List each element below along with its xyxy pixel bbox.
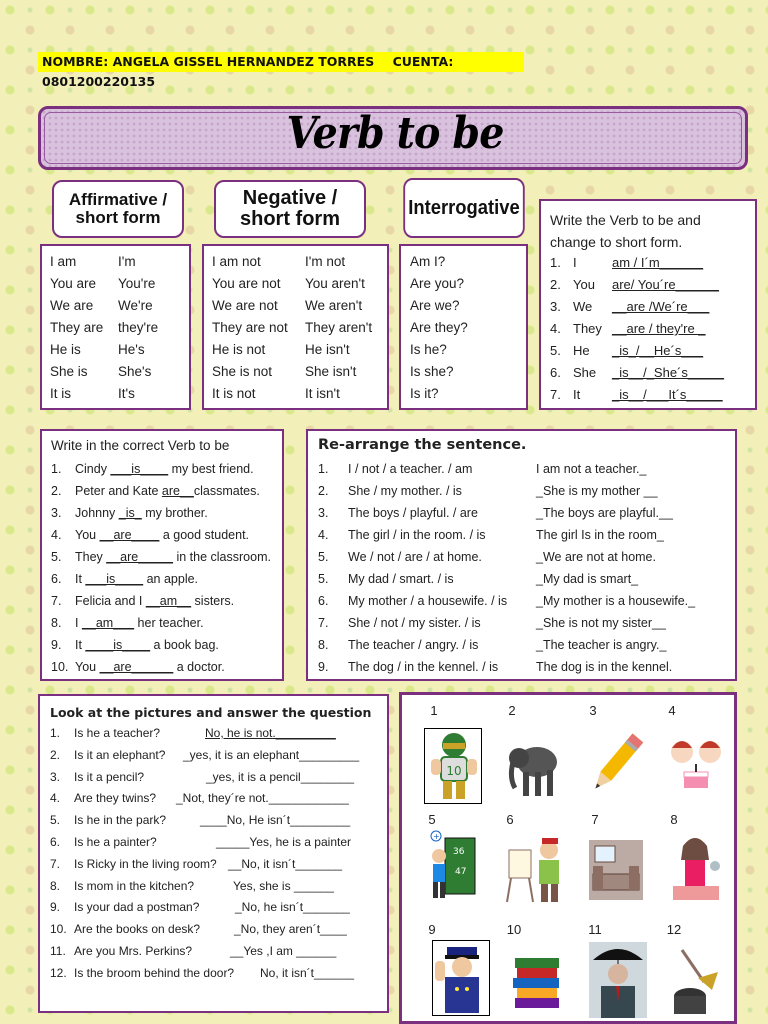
picture-question: Is he in the park? — [74, 813, 167, 828]
rearrange-question: My dad / smart. / is — [348, 572, 454, 586]
correct-verb-exercise — [40, 429, 284, 681]
correct-verb-suffix: a good student. — [159, 528, 250, 542]
correct-verb-number: 8. — [51, 616, 62, 630]
picture-boy-math — [429, 830, 479, 906]
correct-verb-prefix: I — [75, 616, 82, 630]
correct-verb-sentence — [75, 528, 249, 542]
affirmative-long: We are — [50, 298, 94, 313]
short-form-title: Write the Verb to be and change to short form. — [550, 212, 701, 250]
picture-question-number: 7. — [50, 856, 61, 871]
short-form-answer: _is_/__He´s___ — [612, 343, 704, 358]
rearrange-number: 3. — [318, 506, 329, 520]
picture-answer: __Yes ,I am ______ — [230, 944, 337, 958]
correct-verb-sentence — [75, 616, 204, 630]
correct-verb-suffix: my best friend. — [168, 462, 254, 476]
interrogative-item: Is it? — [410, 386, 439, 401]
short-form-exercise — [539, 199, 757, 410]
correct-verb-prefix: It — [75, 638, 86, 652]
student-account: CUENTA: 0801200220135 — [42, 54, 454, 89]
picture-number: 10 — [506, 922, 522, 937]
correct-verb-suffix: an apple. — [143, 572, 199, 586]
correct-verb-number: 2. — [51, 484, 62, 498]
rearrange-exercise — [306, 429, 737, 681]
rearrange-question: She / my mother. / is — [348, 484, 462, 498]
correct-verb-prefix: You — [75, 528, 100, 542]
affirmative-short: I'm — [118, 254, 136, 269]
picture-answer: _____Yes, he is a painter — [216, 835, 351, 849]
affirmative-short: She's — [118, 364, 152, 379]
picture-question: Are they twins? — [74, 791, 157, 806]
rearrange-answer: _The teacher is angry._ — [536, 638, 667, 652]
picture-number: 11 — [588, 922, 602, 937]
correct-verb-number: 1. — [51, 462, 62, 476]
interrogative-item: Is he? — [410, 342, 447, 357]
short-form-subject: You — [573, 277, 595, 292]
affirmative-long: It is — [50, 386, 72, 401]
picture-number: 6 — [506, 812, 514, 827]
svg-text:+: + — [433, 832, 440, 841]
affirmative-long: He is — [50, 342, 81, 357]
correct-verb-sentence — [75, 594, 234, 608]
negative-short: We aren't — [305, 298, 363, 313]
correct-verb-answer: ___is____ — [85, 572, 144, 586]
negative-table — [202, 244, 389, 410]
short-form-number: 6. — [550, 365, 561, 380]
short-form-answer: _is__/___It´s_____ — [612, 387, 723, 402]
correct-verb-prefix: It — [75, 572, 86, 586]
correct-verb-answer: __are_____ — [106, 550, 173, 564]
short-form-answer: are/ You´re______ — [612, 277, 719, 292]
affirmative-long: I am — [50, 254, 77, 269]
picture-question-number: 1. — [50, 726, 61, 740]
correct-verb-sentence — [75, 660, 225, 674]
interrogative-header: Interrogative — [403, 178, 524, 238]
correct-verb-answer: _is_ — [118, 506, 142, 520]
correct-verb-suffix: my brother. — [141, 506, 208, 520]
correct-verb-suffix: classmates. — [193, 484, 260, 498]
correct-verb-answer: ____is____ — [85, 638, 151, 652]
rearrange-question: She / not / my sister. / is — [348, 616, 481, 630]
picture-questions-exercise — [38, 694, 389, 1013]
rearrange-number: 7. — [318, 616, 329, 630]
correct-verb-sentence — [75, 550, 271, 564]
short-form-subject: We — [573, 299, 593, 314]
rearrange-answer: _The boys are playful.__ — [536, 506, 673, 520]
picture-question: Is the broom behind the door? — [74, 965, 235, 980]
picture-question: Is Ricky in the living room? — [74, 856, 217, 871]
picture-man-umbrella — [589, 942, 647, 1018]
affirmative-short: We're — [118, 298, 153, 313]
picture-answer: No, it isn´t______ — [260, 965, 355, 980]
negative-long: I am not — [212, 254, 261, 269]
correct-verb-prefix: Cindy — [75, 462, 111, 476]
rearrange-number: 6. — [318, 594, 329, 608]
rearrange-answer: _My dad is smart_ — [536, 572, 639, 586]
rearrange-question: The boys / playful. / are — [348, 506, 478, 520]
correct-verb-answer: __are____ — [99, 528, 160, 542]
rearrange-question: We / not / are / at home. — [348, 550, 482, 564]
picture-question: Are the books on desk? — [74, 922, 201, 937]
interrogative-table — [399, 244, 528, 410]
rearrange-answer: I am not a teacher._ — [536, 462, 647, 476]
correct-verb-answer: __are______ — [99, 660, 174, 674]
correct-verb-prefix: Johnny — [75, 506, 119, 520]
short-form-answer: __are / they're _ — [612, 321, 706, 336]
rearrange-number: 2. — [318, 484, 329, 498]
rearrange-answer: The girl Is in the room_ — [536, 528, 664, 542]
picture-football-player — [424, 728, 482, 804]
picture-question-number: 12. — [50, 965, 67, 980]
interrogative-item: Are we? — [410, 298, 460, 313]
picture-answer: Yes, she is ______ — [233, 878, 334, 893]
rearrange-answer: _She is my mother __ — [536, 484, 658, 498]
picture-number: 12 — [666, 922, 682, 937]
short-form-answer: __are /We´re___ — [612, 299, 710, 314]
picture-policeman — [432, 940, 490, 1016]
correct-verb-number: 9. — [51, 638, 62, 652]
affirmative-short: You're — [118, 276, 156, 291]
negative-long: They are not — [212, 320, 288, 335]
picture-questions-title: Look at the pictures and answer the question — [50, 705, 372, 720]
interrogative-item: Are they? — [410, 320, 468, 335]
correct-verb-title: Write in the correct Verb to be — [51, 438, 230, 453]
picture-living-room — [585, 830, 647, 906]
correct-verb-sentence — [75, 638, 219, 652]
picture-answer: _yes, it is a pencil________ — [206, 769, 355, 784]
correct-verb-prefix: Peter and Kate — [75, 484, 162, 498]
negative-long: It is not — [212, 386, 256, 401]
svg-text:47: 47 — [455, 867, 467, 877]
picture-number: 1 — [430, 703, 438, 718]
picture-answer: _No, they aren´t____ — [234, 922, 347, 937]
correct-verb-sentence — [75, 462, 254, 476]
correct-verb-prefix: You — [75, 660, 100, 674]
negative-long: You are not — [212, 276, 281, 291]
svg-text:36: 36 — [453, 847, 465, 857]
rearrange-title: Re-arrange the sentence. — [318, 437, 527, 453]
correct-verb-number: 4. — [51, 528, 62, 542]
interrogative-item: Am I? — [410, 254, 446, 269]
short-form-number: 7. — [550, 387, 561, 402]
picture-question-number: 2. — [50, 747, 61, 762]
short-form-subject: It — [573, 387, 581, 402]
student-info — [38, 52, 524, 89]
negative-long: She is not — [212, 364, 273, 379]
short-form-subject: He — [573, 343, 590, 358]
short-form-subject: They — [573, 321, 602, 336]
rearrange-answer: _We are not at home. — [536, 550, 656, 564]
correct-verb-suffix: a book bag. — [150, 638, 219, 652]
rearrange-number: 5. — [318, 550, 329, 564]
picture-grid — [399, 692, 737, 1024]
negative-long: We are not — [212, 298, 278, 313]
affirmative-header: Affirmative / short form — [52, 180, 184, 238]
picture-twins — [666, 724, 726, 804]
correct-verb-suffix: a doctor. — [173, 660, 225, 674]
rearrange-question: The girl / in the room. / is — [348, 528, 486, 542]
affirmative-short: It's — [118, 386, 135, 401]
rearrange-number: 4. — [318, 528, 329, 542]
rearrange-question: I / not / a teacher. / am — [348, 462, 473, 476]
picture-question: Is he a painter? — [74, 835, 157, 849]
picture-question-number: 8. — [50, 878, 61, 893]
negative-short: He isn't — [305, 342, 350, 357]
rearrange-question: The teacher / angry. / is — [348, 638, 479, 652]
correct-verb-number: 7. — [51, 594, 62, 608]
short-form-number: 2. — [550, 277, 561, 292]
picture-question-number: 5. — [50, 813, 61, 828]
affirmative-long: She is — [50, 364, 88, 379]
picture-answer: ____No, He isn´t_________ — [200, 813, 351, 828]
picture-question-number: 11. — [50, 944, 66, 958]
correct-verb-sentence — [75, 484, 260, 498]
picture-question: Is mom in the kitchen? — [74, 878, 195, 893]
negative-short: You aren't — [305, 276, 365, 291]
rearrange-answer: _She is not my sister__ — [536, 616, 666, 630]
correct-verb-number: 3. — [51, 506, 62, 520]
negative-short: I'm not — [305, 254, 346, 269]
rearrange-number: 9. — [318, 660, 329, 674]
correct-verb-suffix: her teacher. — [134, 616, 204, 630]
short-form-number: 4. — [550, 321, 561, 336]
picture-question: Is it a pencil? — [74, 769, 145, 784]
picture-answer: _Not, they´re not.____________ — [176, 791, 349, 806]
picture-pencil — [585, 724, 647, 804]
negative-long: He is not — [212, 342, 266, 357]
picture-number: 7 — [591, 812, 599, 827]
picture-broom — [668, 942, 726, 1018]
negative-header: Negative / short form — [214, 180, 366, 238]
short-form-subject: She — [573, 365, 597, 380]
affirmative-short: He's — [118, 342, 145, 357]
rearrange-number: 8. — [318, 638, 329, 652]
picture-question-number: 4. — [50, 791, 61, 806]
correct-verb-answer: ___is____ — [110, 462, 169, 476]
picture-answer: _No, he isn´t_______ — [235, 900, 350, 915]
picture-question: Is it an elephant? — [74, 747, 166, 762]
rearrange-answer: _My mother is a housewife._ — [536, 594, 696, 608]
picture-number: 9 — [428, 922, 436, 937]
affirmative-long: You are — [50, 276, 97, 291]
picture-number: 5 — [428, 812, 436, 827]
student-name: NOMBRE: ANGELA GISSEL HERNANDEZ TORRES — [42, 54, 375, 69]
affirmative-long: They are — [50, 320, 104, 335]
correct-verb-suffix: in the classroom. — [173, 550, 271, 564]
negative-short: It isn't — [305, 386, 340, 401]
picture-question-number: 3. — [50, 769, 61, 784]
short-form-answer: _is__/_She´s_____ — [612, 365, 725, 380]
picture-answer: __No, it isn´t_______ — [228, 856, 343, 871]
picture-woman-kitchen — [665, 830, 727, 906]
picture-painter — [505, 830, 567, 906]
rearrange-question: My mother / a housewife. / is — [348, 594, 508, 608]
svg-text:10: 10 — [446, 764, 462, 778]
short-form-number: 3. — [550, 299, 561, 314]
picture-answer: No, he is not._________ — [205, 726, 336, 740]
short-form-number: 1. — [550, 255, 561, 270]
correct-verb-sentence — [75, 506, 208, 520]
negative-short: She isn't — [305, 364, 357, 379]
picture-question: Are you Mrs. Perkins? — [74, 944, 193, 958]
affirmative-table — [40, 244, 191, 410]
rearrange-answer: The dog is in the kennel. — [536, 660, 673, 674]
picture-question: Is he a teacher? — [74, 726, 161, 740]
picture-books — [509, 942, 565, 1016]
affirmative-short: they're — [118, 320, 159, 335]
picture-question: Is your dad a postman? — [74, 900, 200, 915]
short-form-number: 5. — [550, 343, 561, 358]
correct-verb-number: 6. — [51, 572, 62, 586]
picture-number: 2 — [508, 703, 516, 718]
picture-number: 4 — [668, 703, 676, 718]
correct-verb-suffix: sisters. — [191, 594, 235, 608]
rearrange-number: 1. — [318, 462, 329, 476]
picture-elephant — [505, 728, 563, 804]
rearrange-number: 5. — [318, 572, 329, 586]
rearrange-question: The dog / in the kennel. / is — [348, 660, 499, 674]
correct-verb-prefix: Felicia and I — [75, 594, 146, 608]
picture-question-number: 10. — [50, 922, 67, 937]
short-form-answer: am / I´m______ — [612, 255, 704, 270]
page-title: Verb to be — [286, 108, 504, 159]
correct-verb-answer: are__ — [161, 484, 194, 498]
short-form-subject: I — [573, 255, 577, 270]
negative-short: They aren't — [305, 320, 373, 335]
interrogative-item: Is she? — [410, 364, 454, 379]
correct-verb-number: 5. — [51, 550, 62, 564]
picture-question-number: 9. — [50, 900, 61, 915]
picture-number: 3 — [589, 703, 597, 718]
correct-verb-answer: __am___ — [81, 616, 135, 630]
picture-number: 8 — [670, 812, 678, 827]
correct-verb-prefix: They — [75, 550, 107, 564]
picture-answer: _yes, it is an elephant_________ — [183, 747, 360, 762]
correct-verb-answer: __am__ — [145, 594, 192, 608]
interrogative-item: Are you? — [410, 276, 465, 291]
correct-verb-number: 10. — [51, 660, 69, 674]
picture-question-number: 6. — [50, 835, 61, 849]
correct-verb-sentence — [75, 572, 198, 586]
